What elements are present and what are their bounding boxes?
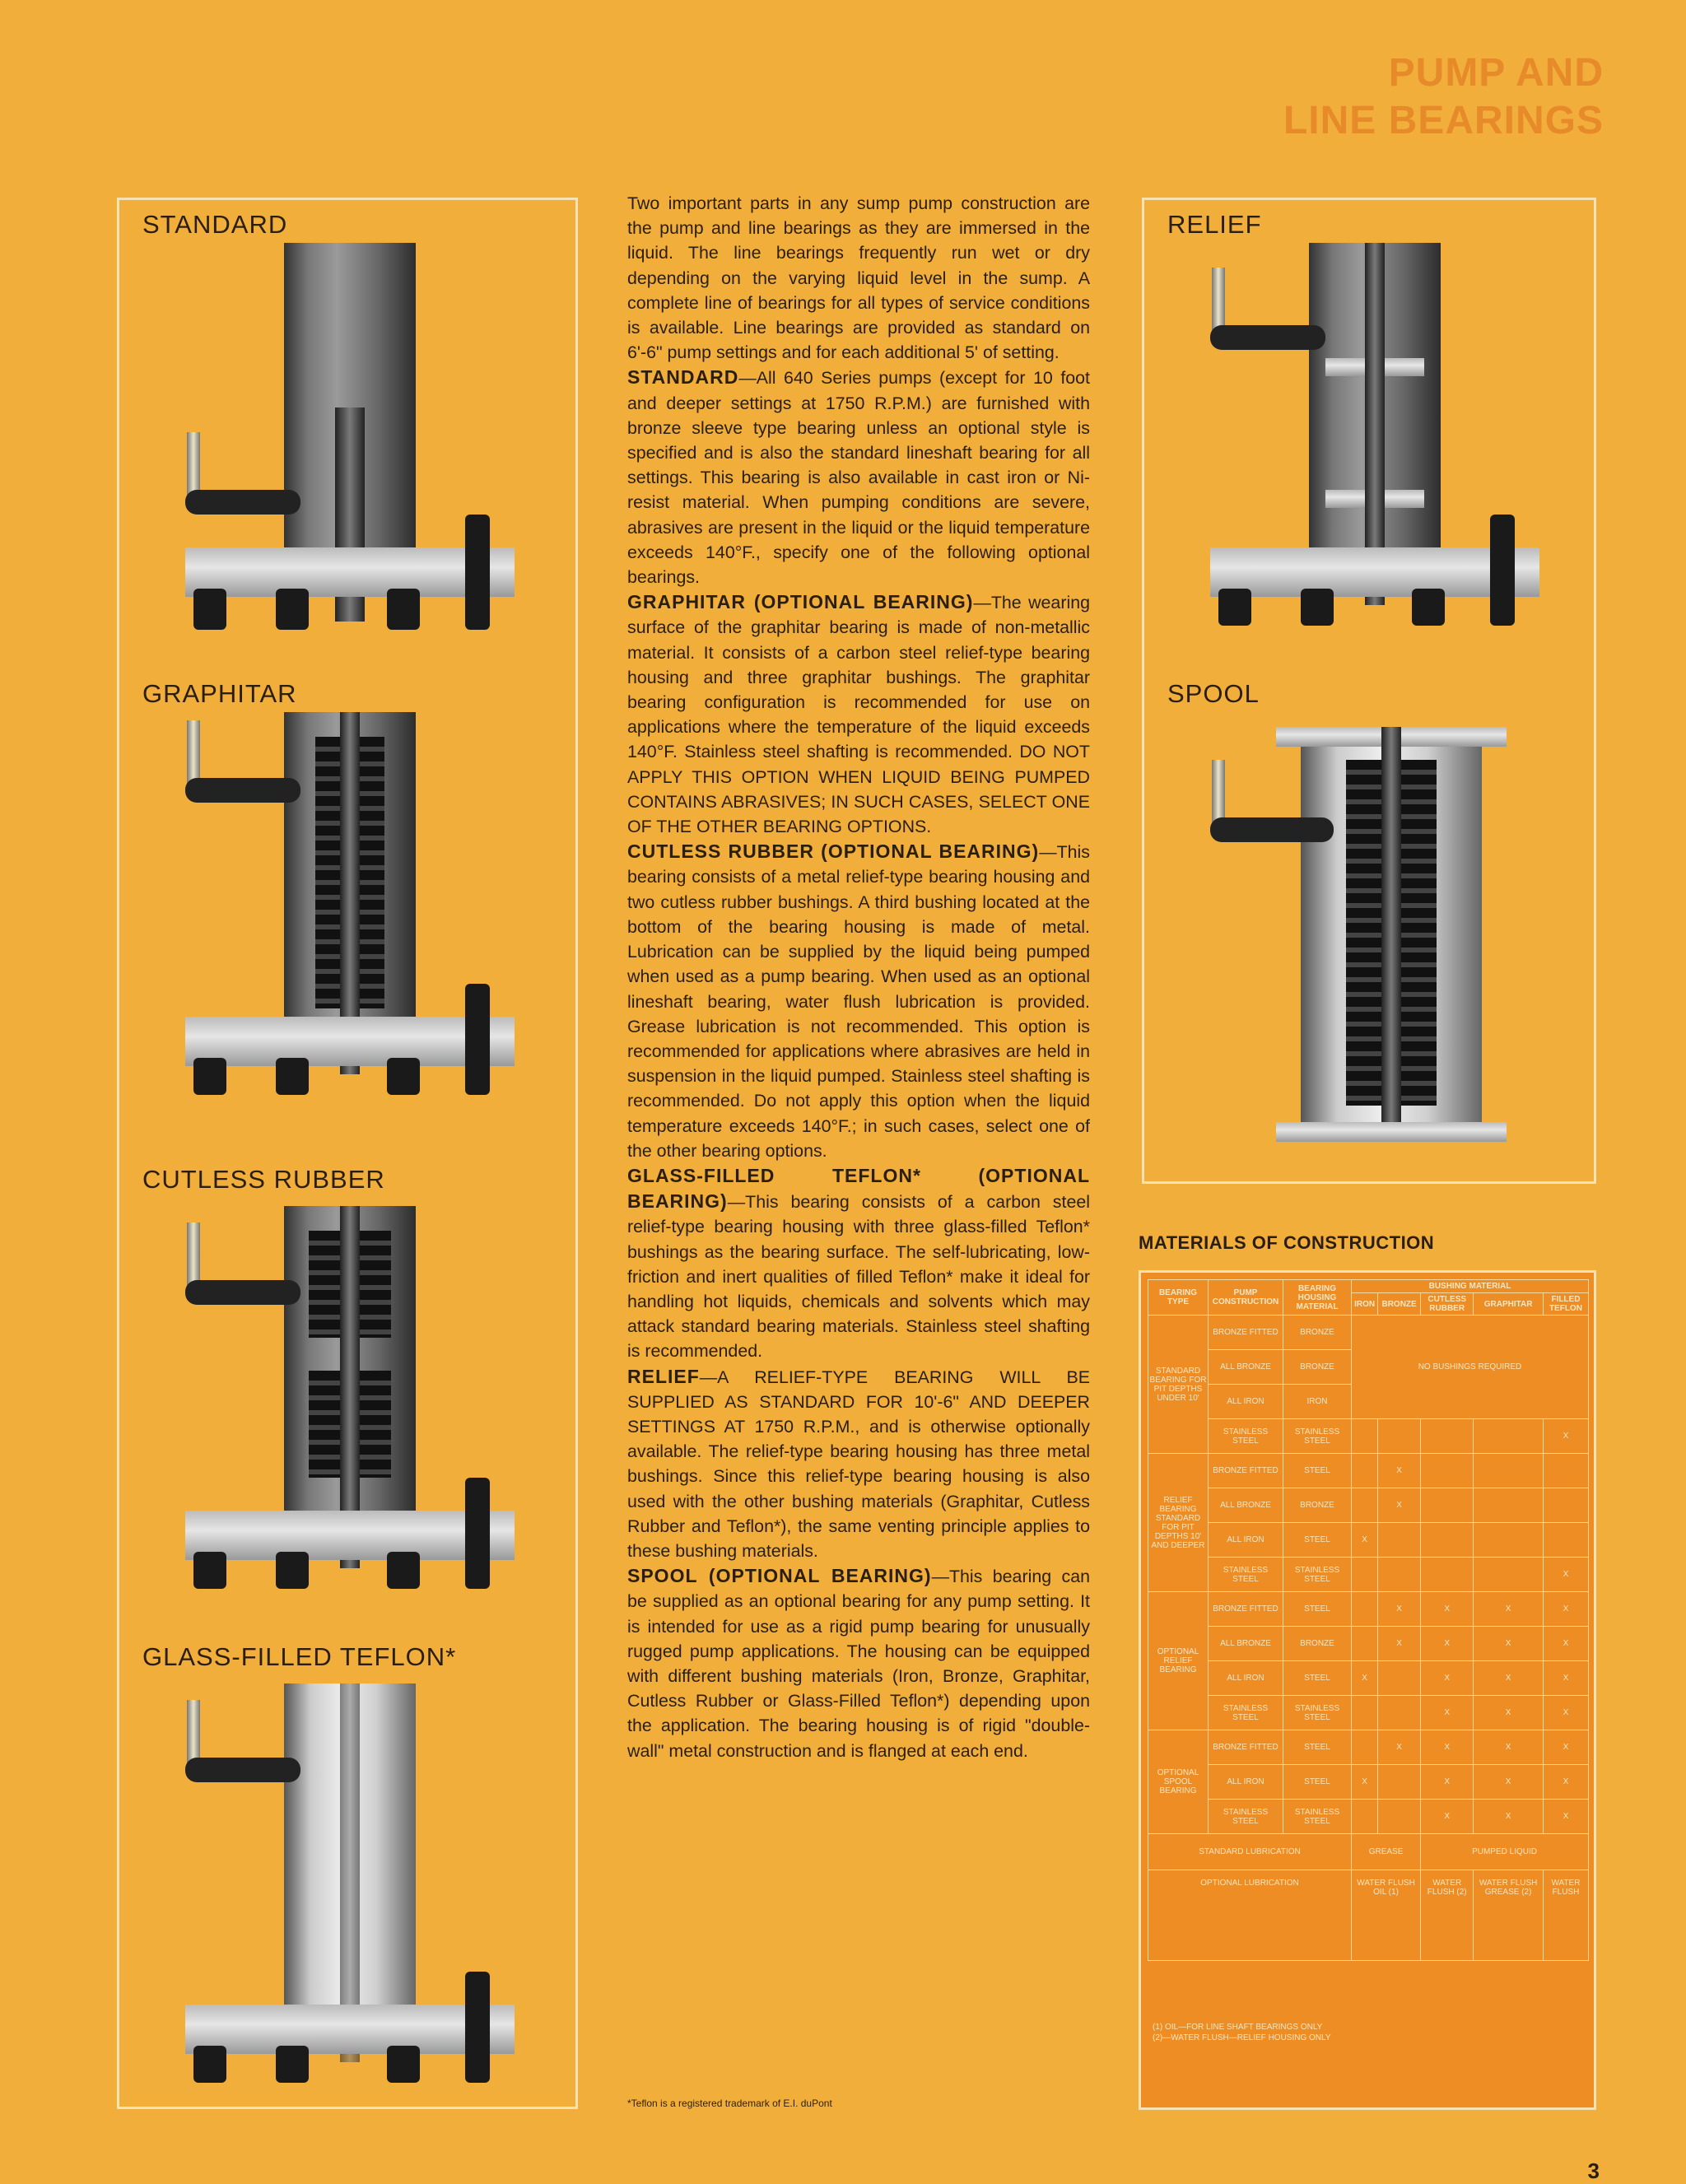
table-row (1148, 1488, 1589, 1523)
opt-lub-c4: WATER FLUSH (1543, 1870, 1588, 1961)
cell-pump-construction: STAINLESS STEEL (1209, 1800, 1283, 1834)
cell-pump-construction: ALL IRON (1209, 1523, 1283, 1558)
panel-title-graphitar: GRAPHITAR (142, 679, 297, 708)
cell-bushing-mark (1352, 1558, 1378, 1592)
th-bearing-type: BEARING TYPE (1148, 1280, 1209, 1316)
relief-bearing-illustration (1202, 243, 1548, 654)
cell-bushing-mark: X (1543, 1592, 1588, 1627)
cell-housing-material: STAINLESS STEEL (1283, 1419, 1352, 1454)
panel-graphitar (119, 669, 575, 1130)
cell-housing-material: STEEL (1283, 1454, 1352, 1488)
cell-bushing-mark (1352, 1696, 1378, 1730)
cell-bushing-mark (1474, 1419, 1544, 1454)
cell-pump-construction: ALL BRONZE (1209, 1488, 1283, 1523)
cell-housing-material: STAINLESS STEEL (1283, 1800, 1352, 1834)
cell-bushing-mark (1352, 1627, 1378, 1661)
cell-bearing-type: RELIEF BEARING STANDARD FOR PIT DEPTHS 10' AND DEEPER (1148, 1454, 1209, 1592)
cell-bushing-mark: X (1543, 1765, 1588, 1800)
table-row (1148, 1765, 1589, 1800)
table-note-1: (1) OIL—FOR LINE SHAFT BEARINGS ONLY (1153, 2023, 1323, 2032)
cell-bearing-type: OPTIONAL SPOOL BEARING (1148, 1730, 1209, 1834)
cell-bushing-mark (1352, 1800, 1378, 1834)
cell-housing-material: BRONZE (1283, 1627, 1352, 1661)
cell-pump-construction: ALL BRONZE (1209, 1350, 1283, 1385)
cell-pump-construction: STAINLESS STEEL (1209, 1558, 1283, 1592)
paragraph-spool: SPOOL (OPTIONAL BEARING)—This bearing can be supplied as an optional bearing for any pump setting. It is intended for use as a rigid pump bearing for unusually rugged pump applications. The housing can be equipped with different bushing materials (Iron, Bronze, Graphitar, Cutless Rubber or Glass-Filled Teflon*) depending upon the application. The bearing housing is of rigid "double-wall" metal construction and is flanged at each end. (627, 1565, 1090, 1761)
cell-bushing-mark (1421, 1454, 1474, 1488)
cell-bushing-mark: X (1421, 1661, 1474, 1696)
th-bronze: BRONZE (1378, 1293, 1421, 1316)
std-lub-label: STANDARD LUBRICATION (1148, 1834, 1352, 1870)
cell-bushing-mark: X (1352, 1523, 1378, 1558)
teflon-footnote: *Teflon is a registered trademark of E.I. duPont (627, 2098, 832, 2109)
cell-bushing-mark: X (1421, 1800, 1474, 1834)
cell-bushing-mark (1352, 1592, 1378, 1627)
cell-bushing-mark: X (1378, 1592, 1421, 1627)
cell-bushing-mark (1378, 1765, 1421, 1800)
panel-title-standard: STANDARD (142, 210, 288, 239)
th-bushing-material: BUSHING MATERIAL (1352, 1280, 1589, 1293)
cell-pump-construction: BRONZE FITTED (1209, 1730, 1283, 1765)
cell-pump-construction: STAINLESS STEEL (1209, 1696, 1283, 1730)
panel-cutless-rubber (119, 1147, 575, 1624)
cell-bushing-mark: X (1543, 1558, 1588, 1592)
cell-bushing-mark: X (1352, 1661, 1378, 1696)
paragraph-intro: Two important parts in any sump pump construction are the pump and line bearings as they are immersed in the liquid. The line bearings frequently run wet or dry depending on the varying liquid level in the sump. A complete line of bearings for all types of service conditions is available. Line bearings are provided as standard on 6'-6" pump settings and for each additional 5' of setting. (627, 193, 1090, 363)
std-lub-grease: GREASE (1352, 1834, 1421, 1870)
opt-lub-c1: WATER FLUSH OIL (1) (1352, 1870, 1421, 1961)
table-row (1148, 1661, 1589, 1696)
materials-title: MATERIALS OF CONSTRUCTION (1139, 1232, 1435, 1253)
cell-bushing-mark: X (1421, 1765, 1474, 1800)
cell-pump-construction: ALL IRON (1209, 1385, 1283, 1419)
table-row (1148, 1419, 1589, 1454)
cell-bushing-mark: X (1421, 1627, 1474, 1661)
table-row (1148, 1696, 1589, 1730)
cell-bearing-type: OPTIONAL RELIEF BEARING (1148, 1592, 1209, 1730)
cell-housing-material: IRON (1283, 1385, 1352, 1419)
cell-bushing-mark (1378, 1800, 1421, 1834)
cell-bushing-mark (1474, 1488, 1544, 1523)
cell-bushing-mark: X (1474, 1800, 1544, 1834)
cell-housing-material: STEEL (1283, 1592, 1352, 1627)
cell-housing-material: STAINLESS STEEL (1283, 1696, 1352, 1730)
cell-no-bushings: NO BUSHINGS REQUIRED (1352, 1316, 1589, 1419)
panel-glass-filled-teflon (119, 1624, 575, 2110)
table-row (1148, 1627, 1589, 1661)
th-graphitar: GRAPHITAR (1474, 1293, 1544, 1316)
cell-pump-construction: STAINLESS STEEL (1209, 1419, 1283, 1454)
cell-housing-material: BRONZE (1283, 1488, 1352, 1523)
cell-pump-construction: ALL IRON (1209, 1661, 1283, 1696)
th-housing-material: BEARING HOUSING MATERIAL (1283, 1280, 1352, 1316)
cell-bushing-mark: X (1421, 1696, 1474, 1730)
cell-bushing-mark: X (1474, 1730, 1544, 1765)
cell-housing-material: STEEL (1283, 1523, 1352, 1558)
cell-bushing-mark (1474, 1454, 1544, 1488)
cell-bushing-mark (1421, 1419, 1474, 1454)
cell-bushing-mark: X (1543, 1730, 1588, 1765)
cell-bushing-mark: X (1474, 1661, 1544, 1696)
cell-bearing-type: STANDARD BEARING FOR PIT DEPTHS UNDER 10' (1148, 1316, 1209, 1454)
teflon-bearing-illustration (177, 1683, 523, 2095)
table-row (1148, 1454, 1589, 1488)
cell-housing-material: STAINLESS STEEL (1283, 1558, 1352, 1592)
right-illustration-column (1142, 198, 1596, 1184)
th-filled-teflon: FILLED TEFLON (1543, 1293, 1588, 1316)
materials-table-panel (1139, 1270, 1596, 2110)
cell-bushing-mark (1421, 1523, 1474, 1558)
cell-bushing-mark: X (1474, 1627, 1544, 1661)
paragraph-standard: STANDARD—All 640 Series pumps (except for 10 foot and deeper settings at 1750 R.P.M.) are furnished with bronze sleeve type bearing unless an optional style is specified and is also the standard lineshaft bearing for all settings. This bearing is also available in cast iron or Ni-resist material. When pumping conditions are severe, abrasives are present in the liquid or the liquid temperature exceeds 140°F., specify one of the following optional bearings. (627, 366, 1090, 588)
cell-bushing-mark: X (1474, 1696, 1544, 1730)
cell-pump-construction: ALL IRON (1209, 1765, 1283, 1800)
table-row (1148, 1800, 1589, 1834)
panel-title-glass-filled-teflon: GLASS-FILLED TEFLON* (142, 1642, 457, 1671)
cell-bushing-mark: X (1378, 1627, 1421, 1661)
cutless-rubber-bearing-illustration (177, 1206, 523, 1601)
spool-bearing-illustration (1202, 727, 1548, 1155)
cell-bushing-mark (1378, 1696, 1421, 1730)
cell-pump-construction: BRONZE FITTED (1209, 1592, 1283, 1627)
std-lub-pumped: PUMPED LIQUID (1421, 1834, 1589, 1870)
paragraph-graphitar: GRAPHITAR (OPTIONAL BEARING)—The wearing surface of the graphitar bearing is made of non-metallic material. It consists of a carbon steel relief-type bearing housing and three graphitar bushings. The graphitar bearing configuration is recommended for use on applications where the temperature of the liquid exceeds 140°F. Stainless steel shafting is recommended. DO NOT APPLY THIS OPTION WHEN LIQUID BEING PUMPED CONTAINS ABRASIVES; IN SUCH CASES, SELECT ONE OF THE OTHER BEARING OPTIONS. (627, 591, 1090, 837)
panel-title-spool: SPOOL (1167, 679, 1260, 708)
cell-bushing-mark (1543, 1488, 1588, 1523)
cell-bushing-mark (1378, 1661, 1421, 1696)
cell-bushing-mark (1543, 1454, 1588, 1488)
table-row (1148, 1316, 1589, 1350)
table-row (1148, 1730, 1589, 1765)
body-text-column (627, 191, 1090, 1763)
panel-relief (1144, 200, 1594, 661)
cell-pump-construction: BRONZE FITTED (1209, 1316, 1283, 1350)
graphitar-bearing-illustration (177, 712, 523, 1107)
cell-bushing-mark: X (1421, 1730, 1474, 1765)
table-row (1148, 1592, 1589, 1627)
cell-bushing-mark: X (1378, 1488, 1421, 1523)
cell-bushing-mark: X (1543, 1661, 1588, 1696)
cell-pump-construction: ALL BRONZE (1209, 1627, 1283, 1661)
header-line-2: LINE BEARINGS (1283, 99, 1604, 142)
cell-bushing-mark: X (1352, 1765, 1378, 1800)
table-row (1148, 1558, 1589, 1592)
page-header (1283, 49, 1604, 145)
cell-bushing-mark: X (1421, 1592, 1474, 1627)
cell-bushing-mark (1378, 1558, 1421, 1592)
cell-bushing-mark: X (1543, 1800, 1588, 1834)
th-cutless-rubber: CUTLESS RUBBER (1421, 1293, 1474, 1316)
cell-bushing-mark (1352, 1419, 1378, 1454)
cell-bushing-mark (1474, 1558, 1544, 1592)
cell-bushing-mark (1474, 1523, 1544, 1558)
cell-bushing-mark: X (1543, 1627, 1588, 1661)
cell-housing-material: STEEL (1283, 1730, 1352, 1765)
paragraph-cutless-rubber: CUTLESS RUBBER (OPTIONAL BEARING)—This bearing consists of a metal relief-type bearing housing and two cutless rubber bushings. A third bushing located at the bottom of the bearing housing is made of metal. Lubrication can be supplied by the liquid being pumped when used as a pump bearing. When used as an optional lineshaft bearing, water flush lubrication is provided. Grease lubrication is not recommended. This option is recommended for applications where abrasives are held in suspension in the liquid pumped. Stainless steel shafting is recommended. Do not apply this option when the liquid temperature exceeds 140°F.; in such cases, select one of the other bearing options. (627, 841, 1090, 1161)
th-iron: IRON (1352, 1293, 1378, 1316)
cell-bushing-mark: X (1474, 1592, 1544, 1627)
opt-lub-c2: WATER FLUSH (2) (1421, 1870, 1474, 1961)
paragraph-relief: RELIEF—A RELIEF-TYPE BEARING WILL BE SUPPLIED AS STANDARD FOR 10'-6" AND DEEPER SETTINGS AT 1750 R.P.M., and is otherwise optionally available. The relief-type bearing housing has three metal bushings. Since this relief-type bearing housing is also used with the other bushing materials (Graphitar, Cutless Rubber and Teflon*), the same venting principle applies to these bushing materials. (627, 1365, 1090, 1561)
cell-bushing-mark (1352, 1730, 1378, 1765)
cell-bushing-mark (1378, 1419, 1421, 1454)
cell-bushing-mark (1421, 1558, 1474, 1592)
table-row (1148, 1523, 1589, 1558)
panel-title-cutless-rubber: CUTLESS RUBBER (142, 1165, 385, 1194)
th-pump-construction: PUMP CONSTRUCTION (1209, 1280, 1283, 1316)
cell-bushing-mark: X (1378, 1730, 1421, 1765)
cell-housing-material: STEEL (1283, 1661, 1352, 1696)
cell-bushing-mark (1421, 1488, 1474, 1523)
standard-bearing-illustration (177, 243, 523, 654)
panel-spool (1144, 669, 1594, 1180)
cell-housing-material: STEEL (1283, 1765, 1352, 1800)
cell-bushing-mark: X (1474, 1765, 1544, 1800)
table-notes (1153, 2022, 1331, 2043)
cell-pump-construction: BRONZE FITTED (1209, 1454, 1283, 1488)
cell-bushing-mark (1543, 1523, 1588, 1558)
cell-bushing-mark: X (1378, 1454, 1421, 1488)
cell-housing-material: BRONZE (1283, 1350, 1352, 1385)
left-illustration-column (117, 198, 578, 2109)
table-note-2: (2)—WATER FLUSH—RELIEF HOUSING ONLY (1153, 2033, 1331, 2042)
page-number: 3 (1587, 2158, 1600, 2183)
cell-bushing-mark (1352, 1488, 1378, 1523)
cell-housing-material: BRONZE (1283, 1316, 1352, 1350)
cell-bushing-mark: X (1543, 1419, 1588, 1454)
opt-lub-label: OPTIONAL LUBRICATION (1148, 1870, 1352, 1961)
cell-bushing-mark (1352, 1454, 1378, 1488)
paragraph-teflon: GLASS-FILLED TEFLON* (OPTIONAL BEARING)—This bearing consists of a carbon steel relief-type bearing housing with three glass-filled Teflon* bushings as the bearing surface. The self-lubricating, low-friction and inert qualities of filled Teflon* make it ideal for handling hot liquids, chemicals and solvents which may attack standard bearing materials. Stainless steel shafting is recommended. (627, 1164, 1090, 1362)
panel-title-relief: RELIEF (1167, 210, 1262, 239)
panel-standard (119, 200, 575, 661)
opt-lub-c3: WATER FLUSH GREASE (2) (1474, 1870, 1544, 1961)
header-line-1: PUMP AND (1388, 51, 1604, 95)
materials-table (1148, 1279, 1589, 1961)
cell-bushing-mark: X (1543, 1696, 1588, 1730)
cell-bushing-mark (1378, 1523, 1421, 1558)
